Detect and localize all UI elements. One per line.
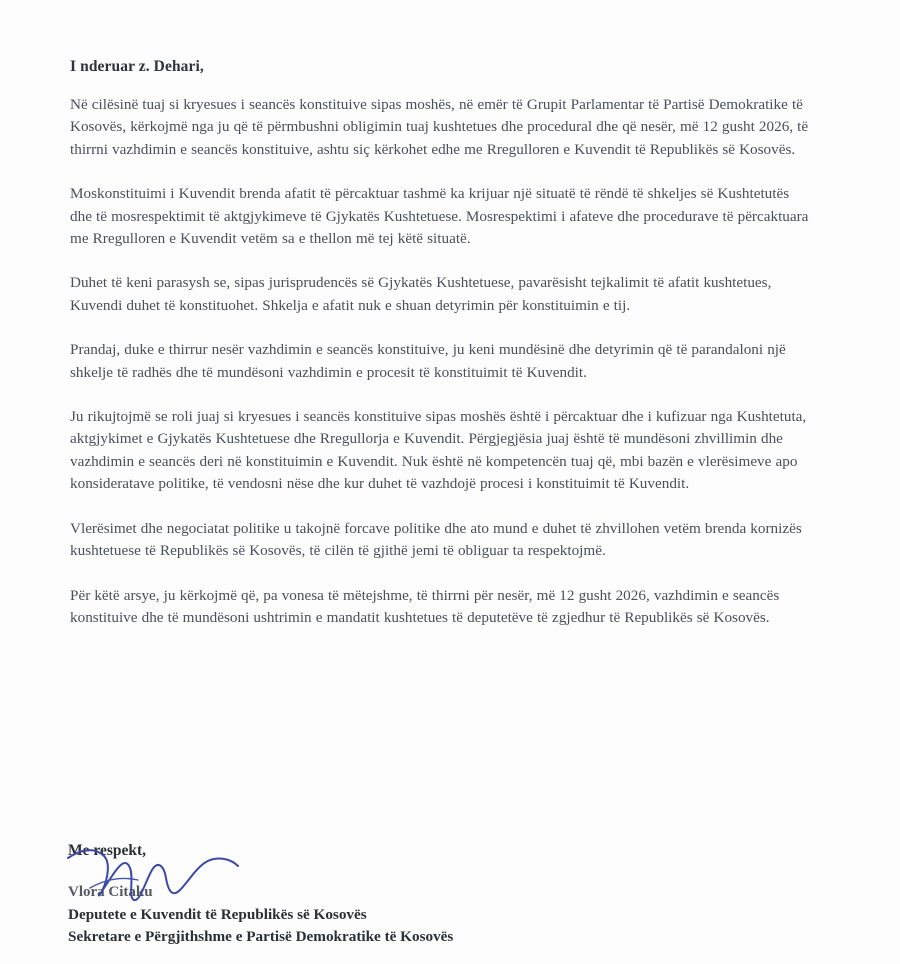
signatory-title-deputy: Deputete e Kuvendit të Republikës së Kosovës	[68, 906, 367, 923]
letter-body	[70, 94, 815, 651]
letter-paragraph-1: Në cilësinë tuaj si kryesues i seancës konstituive sipas moshës, në emër të Grupit Parlamentar të Partisë Demokratike të Kosovës, kërkojmë nga ju që të përmbushni obligimin tuaj kushtetues dhe procedural dhe që nesër, më 12 gusht 2026, të thirrni vazhdimin e seancës konstituive, ashtu siç kërkohet edhe me Rregulloren e Kuvendit të Republikës së Kosovës.	[70, 96, 809, 158]
signatory-name: Vlora Citaku	[68, 884, 153, 900]
letter-greeting: I nderuar z. Dehari,	[70, 58, 204, 75]
letter-paragraph-4: Prandaj, duke e thirrur nesër vazhdimin e seancës konstituive, ju keni mundësinë dhe detyrimin që të parandaloni një shkelje të radhës dhe të mundësoni vazhdimin e procesit të konstituimit të Kuvendit.	[70, 341, 786, 381]
letter-paragraph-7: Për këtë arsye, ju kërkojmë që, pa vonesa të mëtejshme, të thirrni për nesër, më 12 gusht 2026, vazhdimin e seancës konstituive dhe të mundësoni ushtrimin e mandatit kushtetues të deputetëve të zgjedhur të Republikës së Kosovës.	[70, 586, 780, 626]
letter-paragraph-6: Vlerësimet dhe negociatat politike u takojnë forcave politike dhe ato mund e duhet të zhvillohen vetëm brenda kornizës kushtetuese të Republikës së Kosovës, të cilën të gjithë jemi të obliguar ta respektojmë.	[70, 519, 802, 560]
letter-closing: Me respekt,	[68, 842, 147, 859]
letter-paragraph-2: Moskonstituimi i Kuvendit brenda afatit të përcaktuar tashmë ka krijuar një situatë të rëndë të shkeljes së Kushtetutës dhe të mosrespektimit të aktgjykimeve të Gjykatës Kushtetuese. Mosrespektimi i afateve dhe procedurave të përcaktuara me Rregulloren e Kuvendit vetëm sa e thellon më tej këtë situatë.	[70, 185, 809, 248]
letter-paragraph-5: Ju rikujtojmë se roli juaj si kryesues i seancës konstituive sipas moshës është i përcaktuar dhe i kufizuar nga Kushtetuta, aktgjykimet e Gjykatës Kushtetuese dhe Rregullorja e Kuvendit. Përgjegjësia juaj është të mundësoni zhvillimin dhe vazhdimin e seancës deri në konstituimin e Kuvendit. Nuk është në kompetencën tuaj që, mbi bazën e vlerësimeve apo konsideratave politike, të vendosni nëse dhe kur duhet të vazhdojë procesi i konstituimit të Kuvendit.	[70, 408, 807, 493]
signatory-title-secretary: Sekretare e Përgjithshme e Partisë Demokratike të Kosovës	[68, 928, 454, 945]
letter-paragraph-3: Duhet të keni parasysh se, sipas jurisprudencës së Gjykatës Kushtetuese, pavarësisht tejkalimit të afatit kushtetues, Kuvendi duhet të konstituohet. Shkelja e afatit nuk e shuan detyrimin për konstituimin e tij.	[70, 274, 772, 314]
